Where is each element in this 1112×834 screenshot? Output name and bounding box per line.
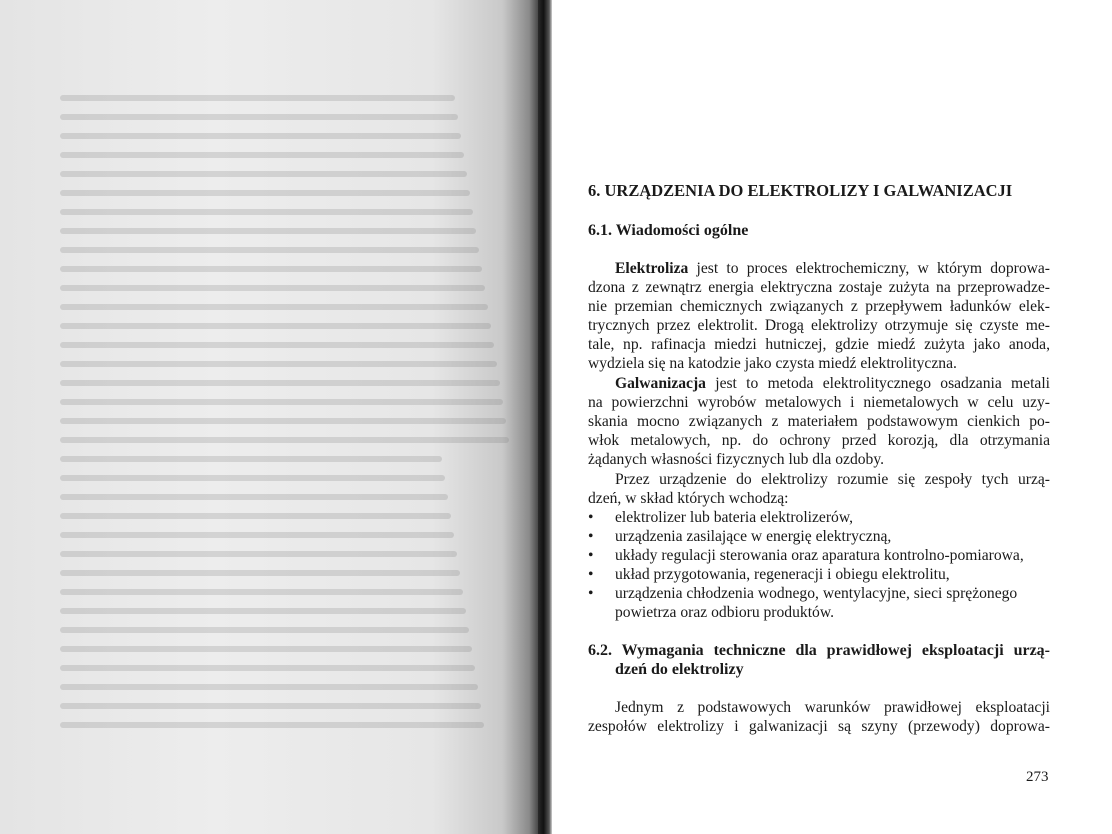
bleedthrough-line (60, 209, 473, 215)
paragraph-line: tale, np. rafinacja miedzi hutniczej, gdzie miedź zużyta jako anoda, (588, 336, 1050, 353)
bleedthrough-line (60, 551, 457, 557)
right-page: 6. URZĄDZENIA DO ELEKTROLIZY I GALWANIZACJI 6.1. Wiadomości ogólne Elektroliza jest to proces elektrochemiczny, w którym doprowa- dzona z zewnątrz energia elektryczna zostaje zużyta na przeprowadze- nie przemian chemicznych związanych z przepływem ładunków elek- trycznych przez elektrolit. Drogą elektrolizy otrzymuje się czyste me- tale, np. rafinacja miedzi hutniczej, gdzie miedź zużyta jako anoda, wydziela się na katodzie jako czysta miedź elektrolityczna. Galwanizacja jest to metoda elektrolitycznego osadzania metali na powierzchni wyrobów metalowych i niemetalowych w celu uzy- skania mocno związanych z materiałem podstawowym cienkich po- włok metalowych, np. do ochrony przed korozją, dla otrzymania żądanych własności fizycznych lub dla ozdoby. Przez urządzenie do elektrolizy rozumie się zespoły tych urzą- dzeń, w skład których wchodzą: • elektrolizer lub bateria elektrolizerów, • urządzenia zasilające w energię elektryczną, • układy regulacji sterowania oraz aparatura kontrolno-pomiarowa, • układ przygotowania, regeneracji i obiegu elektrolitu, • urządzenia chłodzenia wodnego, wentylacyjne, sieci sprężonego powietrza oraz odbioru produktów. 6.2. Wymagania techniczne dla prawidłowej eksploatacji urzą- dzeń do elektrolizy Jednym z podstawowych warunków prawidłowej eksploatacji zespołów elektrolizy i galwanizacji są szyny (przewody) doprowa- 273 (552, 0, 1112, 834)
bullet-icon: • (588, 566, 594, 583)
paragraph-line: włok metalowych, np. do ochrony przed korozją, dla otrzymania (588, 432, 1050, 449)
bleedthrough-line (60, 589, 463, 595)
bleedthrough-line (60, 722, 484, 728)
bleedthrough-line (60, 304, 488, 310)
bullet-icon: • (588, 528, 594, 545)
paragraph-line: Przez urządzenie do elektrolizy rozumie się zespoły tych urzą- (615, 471, 1050, 488)
paragraph-line: Galwanizacja jest to metoda elektrolitycznego osadzania metali (615, 375, 1050, 392)
paragraph-line: dzona z zewnątrz energia elektryczna zostaje zużyta na przeprowadze- (588, 279, 1050, 296)
left-page-bleedthrough (0, 0, 540, 834)
bleedthrough-line (60, 323, 491, 329)
bleedthrough-line (60, 342, 494, 348)
bullet-icon: • (588, 547, 594, 564)
bleedthrough-line (60, 627, 469, 633)
bleedthrough-line (60, 646, 472, 652)
bleedthrough-line (60, 684, 478, 690)
term-elektroliza: Elektroliza (615, 260, 689, 277)
chapter-title: 6. URZĄDZENIA DO ELEKTROLIZY I GALWANIZACJI (588, 181, 1013, 200)
bleedthrough-line (60, 95, 455, 101)
bleedthrough-line (60, 247, 479, 253)
paragraph-line: Jednym z podstawowych warunków prawidłowej eksploatacji (615, 699, 1050, 716)
paragraph-line: skania mocno związanych z materiałem podstawowym cienkich po- (588, 413, 1050, 430)
bleedthrough-line (60, 171, 467, 177)
bleedthrough-line (60, 361, 497, 367)
bleedthrough-line (60, 608, 466, 614)
bleedthrough-line (60, 703, 481, 709)
bleedthrough-line (60, 513, 451, 519)
bleedthrough-line (60, 266, 482, 272)
bleedthrough-line (60, 475, 445, 481)
paragraph-line: nie przemian chemicznych związanych z przepływem ładunków elek- (588, 298, 1050, 315)
bleedthrough-line (60, 228, 476, 234)
paragraph-line: wydziela się na katodzie jako czysta miedź elektrolityczna. (588, 355, 957, 372)
paragraph-line: na powierzchni wyrobów metalowych i niemetalowych w celu uzy- (588, 394, 1050, 411)
bleedthrough-line (60, 494, 448, 500)
bleedthrough-line (60, 380, 500, 386)
list-item-continuation: powietrza oraz odbioru produktów. (615, 604, 834, 621)
section-heading-6-1: 6.1. Wiadomości ogólne (588, 222, 749, 239)
bleedthrough-line (60, 399, 503, 405)
bleedthrough-line (60, 418, 506, 424)
paragraph-line: Elektroliza jest to proces elektrochemiczny, w którym doprowa- (615, 260, 1050, 277)
bullet-icon: • (588, 585, 594, 602)
section-heading-6-2-cont: dzeń do elektrolizy (615, 661, 744, 678)
bleedthrough-line (60, 665, 475, 671)
book-gutter (538, 0, 552, 834)
bleedthrough-line (60, 532, 454, 538)
paragraph-line: zespołów elektrolizy i galwanizacji są szyny (przewody) doprowa- (588, 718, 1050, 735)
term-galwanizacja: Galwanizacja (615, 375, 706, 392)
bleedthrough-line (60, 437, 509, 443)
section-heading-6-2: 6.2. Wymagania techniczne dla prawidłowej eksploatacji urzą- (588, 642, 1050, 659)
paragraph-line: żądanych własności fizycznych lub dla ozdoby. (588, 451, 885, 468)
bleedthrough-line (60, 133, 461, 139)
paragraph-line: dzeń, w skład których wchodzą: (588, 490, 789, 507)
bleedthrough-line (60, 114, 458, 120)
paragraph-line: trycznych przez elektrolit. Drogą elektrolizy otrzymuje się czyste me- (588, 317, 1050, 334)
bleedthrough-line (60, 190, 470, 196)
bleedthrough-line (60, 152, 464, 158)
bullet-icon: • (588, 509, 594, 526)
bleedthrough-line (60, 570, 460, 576)
page-number: 273 (1026, 769, 1049, 785)
bleedthrough-line (60, 456, 442, 462)
bleedthrough-line (60, 285, 485, 291)
